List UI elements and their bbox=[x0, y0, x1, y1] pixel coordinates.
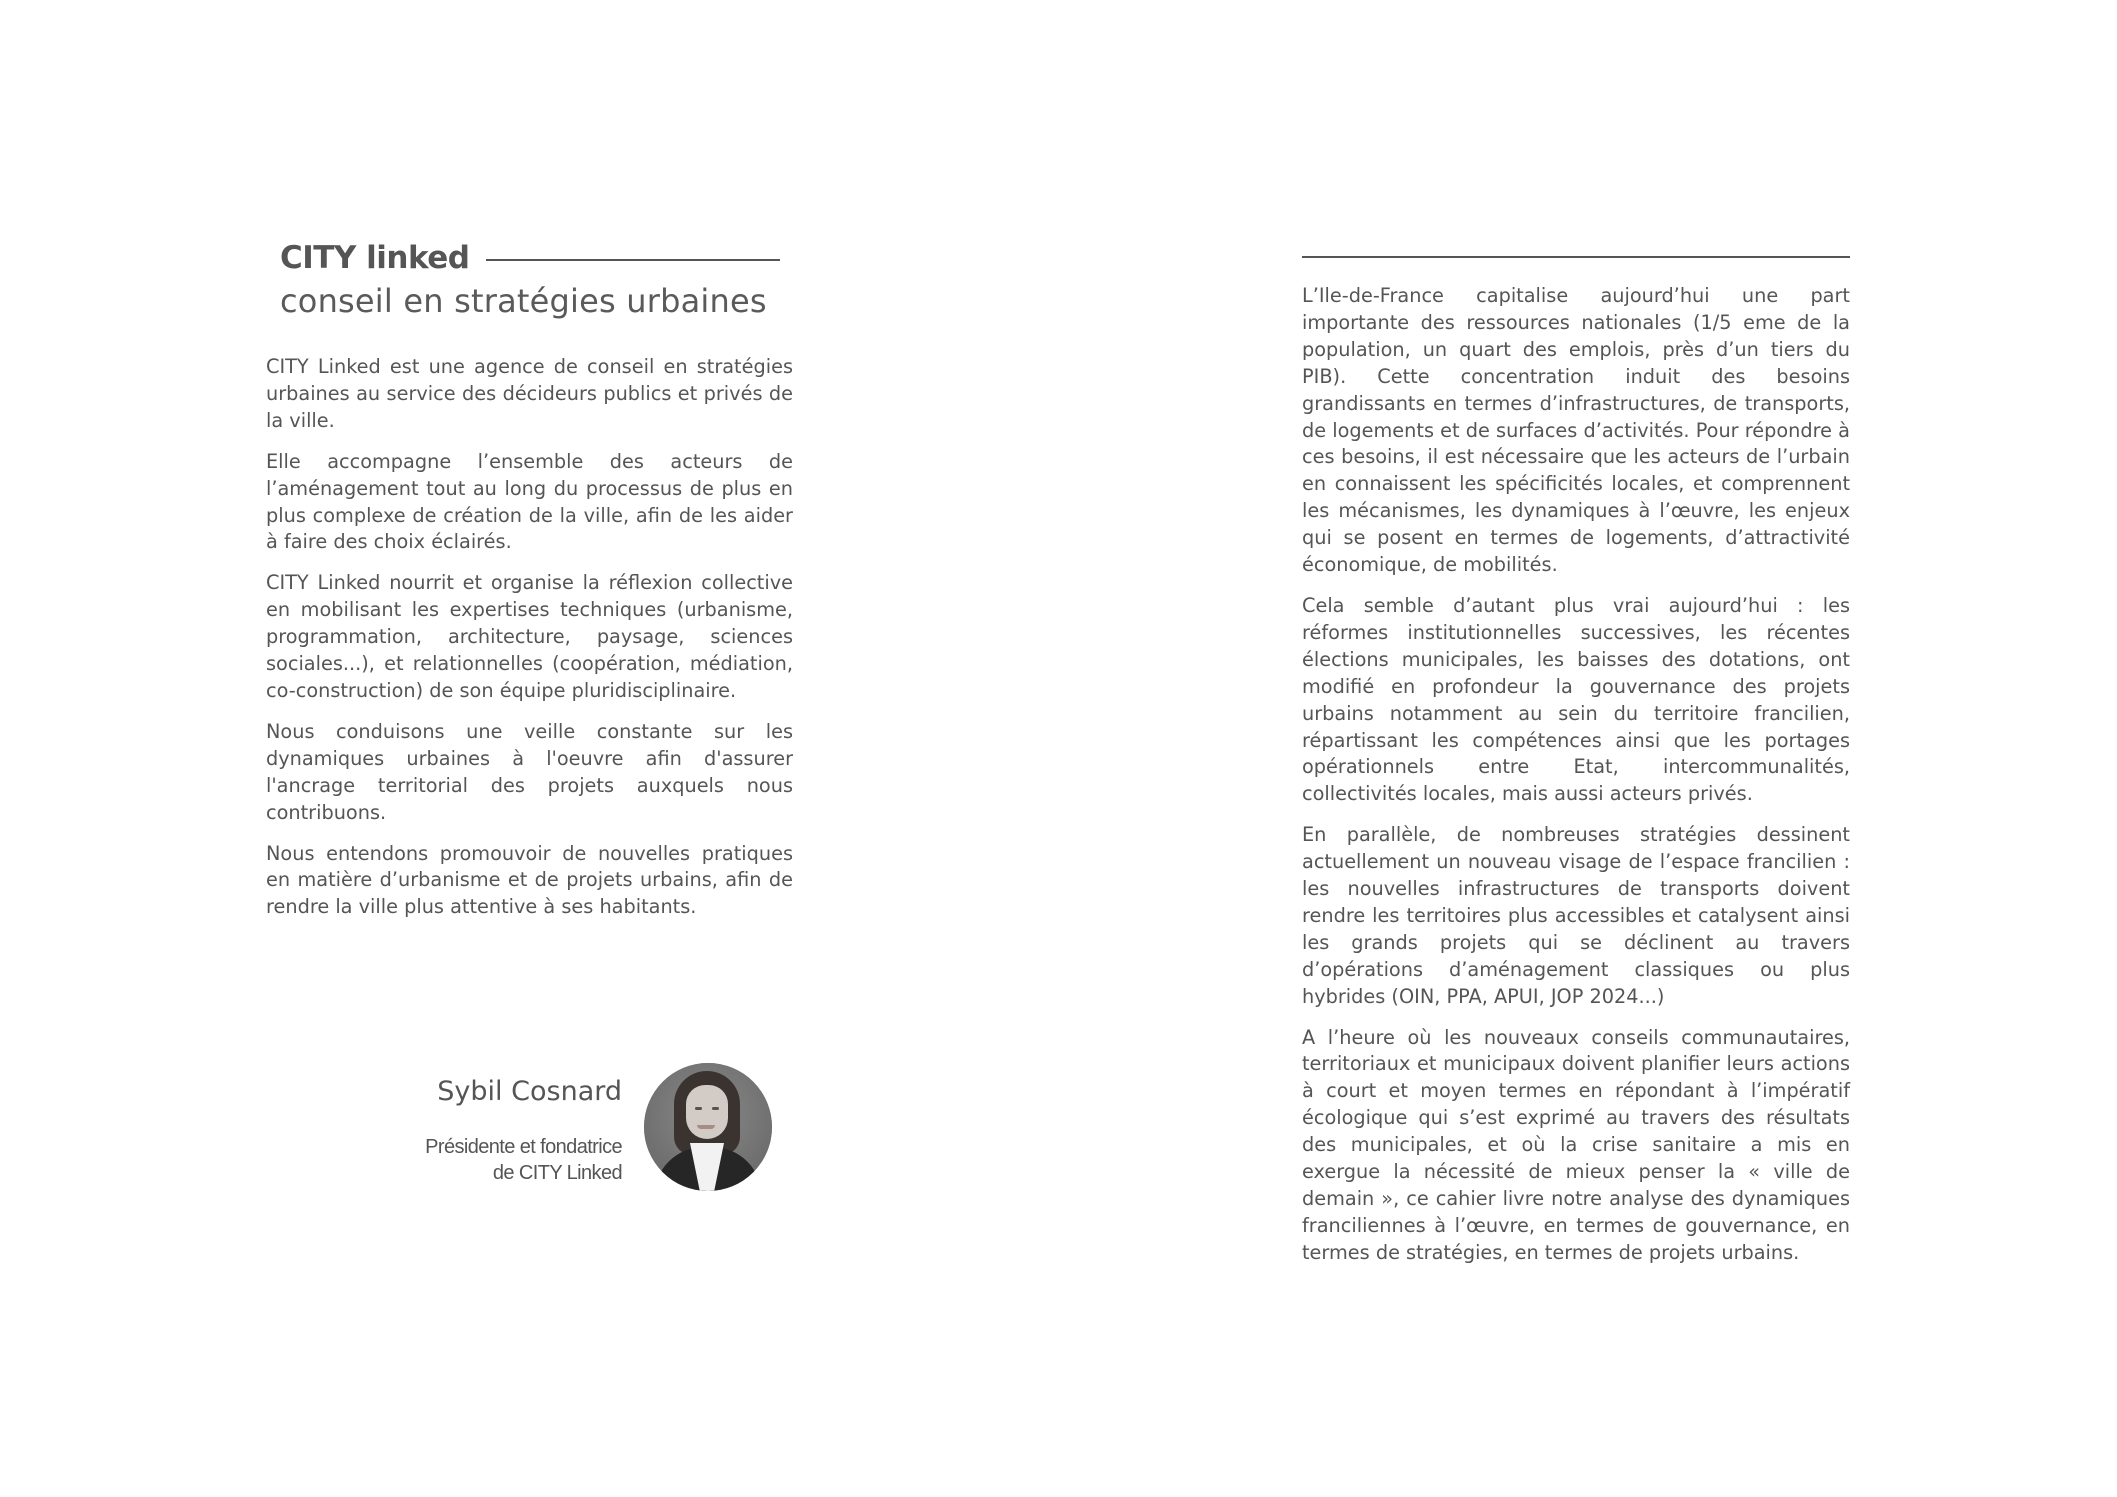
paragraph: L’Ile-de-France capitalise aujourd’hui une part importante des ressources nationales (1/5 eme de la population, un quart des emplois, près d’un tiers du PIB). Cette concentration induit des besoins grandissants en termes d’infrastructures, de transports, de logements et de surfaces d’activités. Pour répondre à ces besoins, il est nécessaire que les acteurs de l’urbain en connaissent les spécificités locales, et comprennent les mécanismes, les dynamiques à l’œuvre, les enjeux qui se posent en termes de logements, d’attractivité économique, de mobilités. bbox=[1302, 284, 1850, 577]
photo-smile bbox=[697, 1125, 715, 1129]
paragraph: CITY Linked est une agence de conseil en stratégies urbaines au service des décideurs publics et privés de la ville. bbox=[266, 355, 793, 432]
signature-role-line: Présidente et fondatrice bbox=[425, 1136, 622, 1158]
brand-row bbox=[280, 238, 780, 278]
signature-role bbox=[360, 1134, 622, 1186]
paragraph: CITY Linked nourrit et organise la réflexion collective en mobilisant les expertises techniques (urbanisme, programmation, architecture, paysage, sciences sociales...), et relationnelles (coopération, médiation, co-construction) de son équipe pluridisciplinaire. bbox=[266, 571, 793, 702]
paragraph: A l’heure où les nouveaux conseils communautaires, territoriaux et municipaux doivent planifier leurs actions à court et moyen termes en répondant à l’impératif écologique qui s’est exprimé au travers des résultats des municipales, et où la crise sanitaire a mis en exergue la nécessité de mieux penser la « ville de demain », ce cahier livre notre analyse des dynamiques franciliennes à l’œuvre, en termes de gouvernance, en termes de stratégies, en termes de projets urbains. bbox=[1302, 1025, 1850, 1264]
photo-face bbox=[686, 1085, 728, 1139]
title-block bbox=[280, 238, 780, 320]
paragraph: Cela semble d’autant plus vrai aujourd’hui : les réformes institutionnelles successives, les récentes élections municipales, les baisses des dotations, ont modifié en profondeur la gouvernance des projets urbains notamment au sein du territoire francilien, répartissant les compétences ainsi que les portages opérationnels entre Etat, intercommunalités, collectivités locales, mais aussi acteurs privés. bbox=[1302, 593, 1850, 806]
brand-name: CITY linked bbox=[280, 240, 470, 276]
paragraph: Nous entendons promouvoir de nouvelles pratiques en matière d’urbanisme et de projets urbains, afin de rendre la ville plus attentive à ses habitants. bbox=[266, 841, 793, 919]
subtitle: conseil en stratégies urbaines bbox=[280, 282, 767, 320]
signature-name: Sybil Cosnard bbox=[437, 1076, 622, 1107]
left-page bbox=[0, 0, 1058, 1497]
context-text bbox=[1302, 283, 1850, 1281]
photo-eye bbox=[712, 1107, 719, 1110]
title-rule bbox=[486, 259, 781, 261]
paragraph: Elle accompagne l’ensemble des acteurs de l’aménagement tout au long du processus de plus en plus complexe de création de la ville, afin de les aider à faire des choix éclairés. bbox=[266, 449, 793, 554]
intro-text bbox=[266, 354, 793, 935]
signature-role-line: de CITY Linked bbox=[492, 1162, 622, 1184]
photo-eye bbox=[695, 1107, 702, 1110]
portrait-photo bbox=[644, 1063, 772, 1191]
paragraph: En parallèle, de nombreuses stratégies dessinent actuellement un nouveau visage de l’espace francilien : les nouvelles infrastructures de transports doivent rendre les territoires plus accessibles et catalysent ainsi les grands projets qui se déclinent au travers d’opérations d’aménagement classiques ou plus hybrides (OIN, PPA, APUI, JOP 2024...) bbox=[1302, 823, 1850, 1008]
paragraph: Nous conduisons une veille constante sur les dynamiques urbaines à l'oeuvre afin d'assurer l'ancrage territorial des projets auxquels nous contribuons. bbox=[266, 719, 793, 824]
right-page-rule bbox=[1302, 256, 1850, 258]
